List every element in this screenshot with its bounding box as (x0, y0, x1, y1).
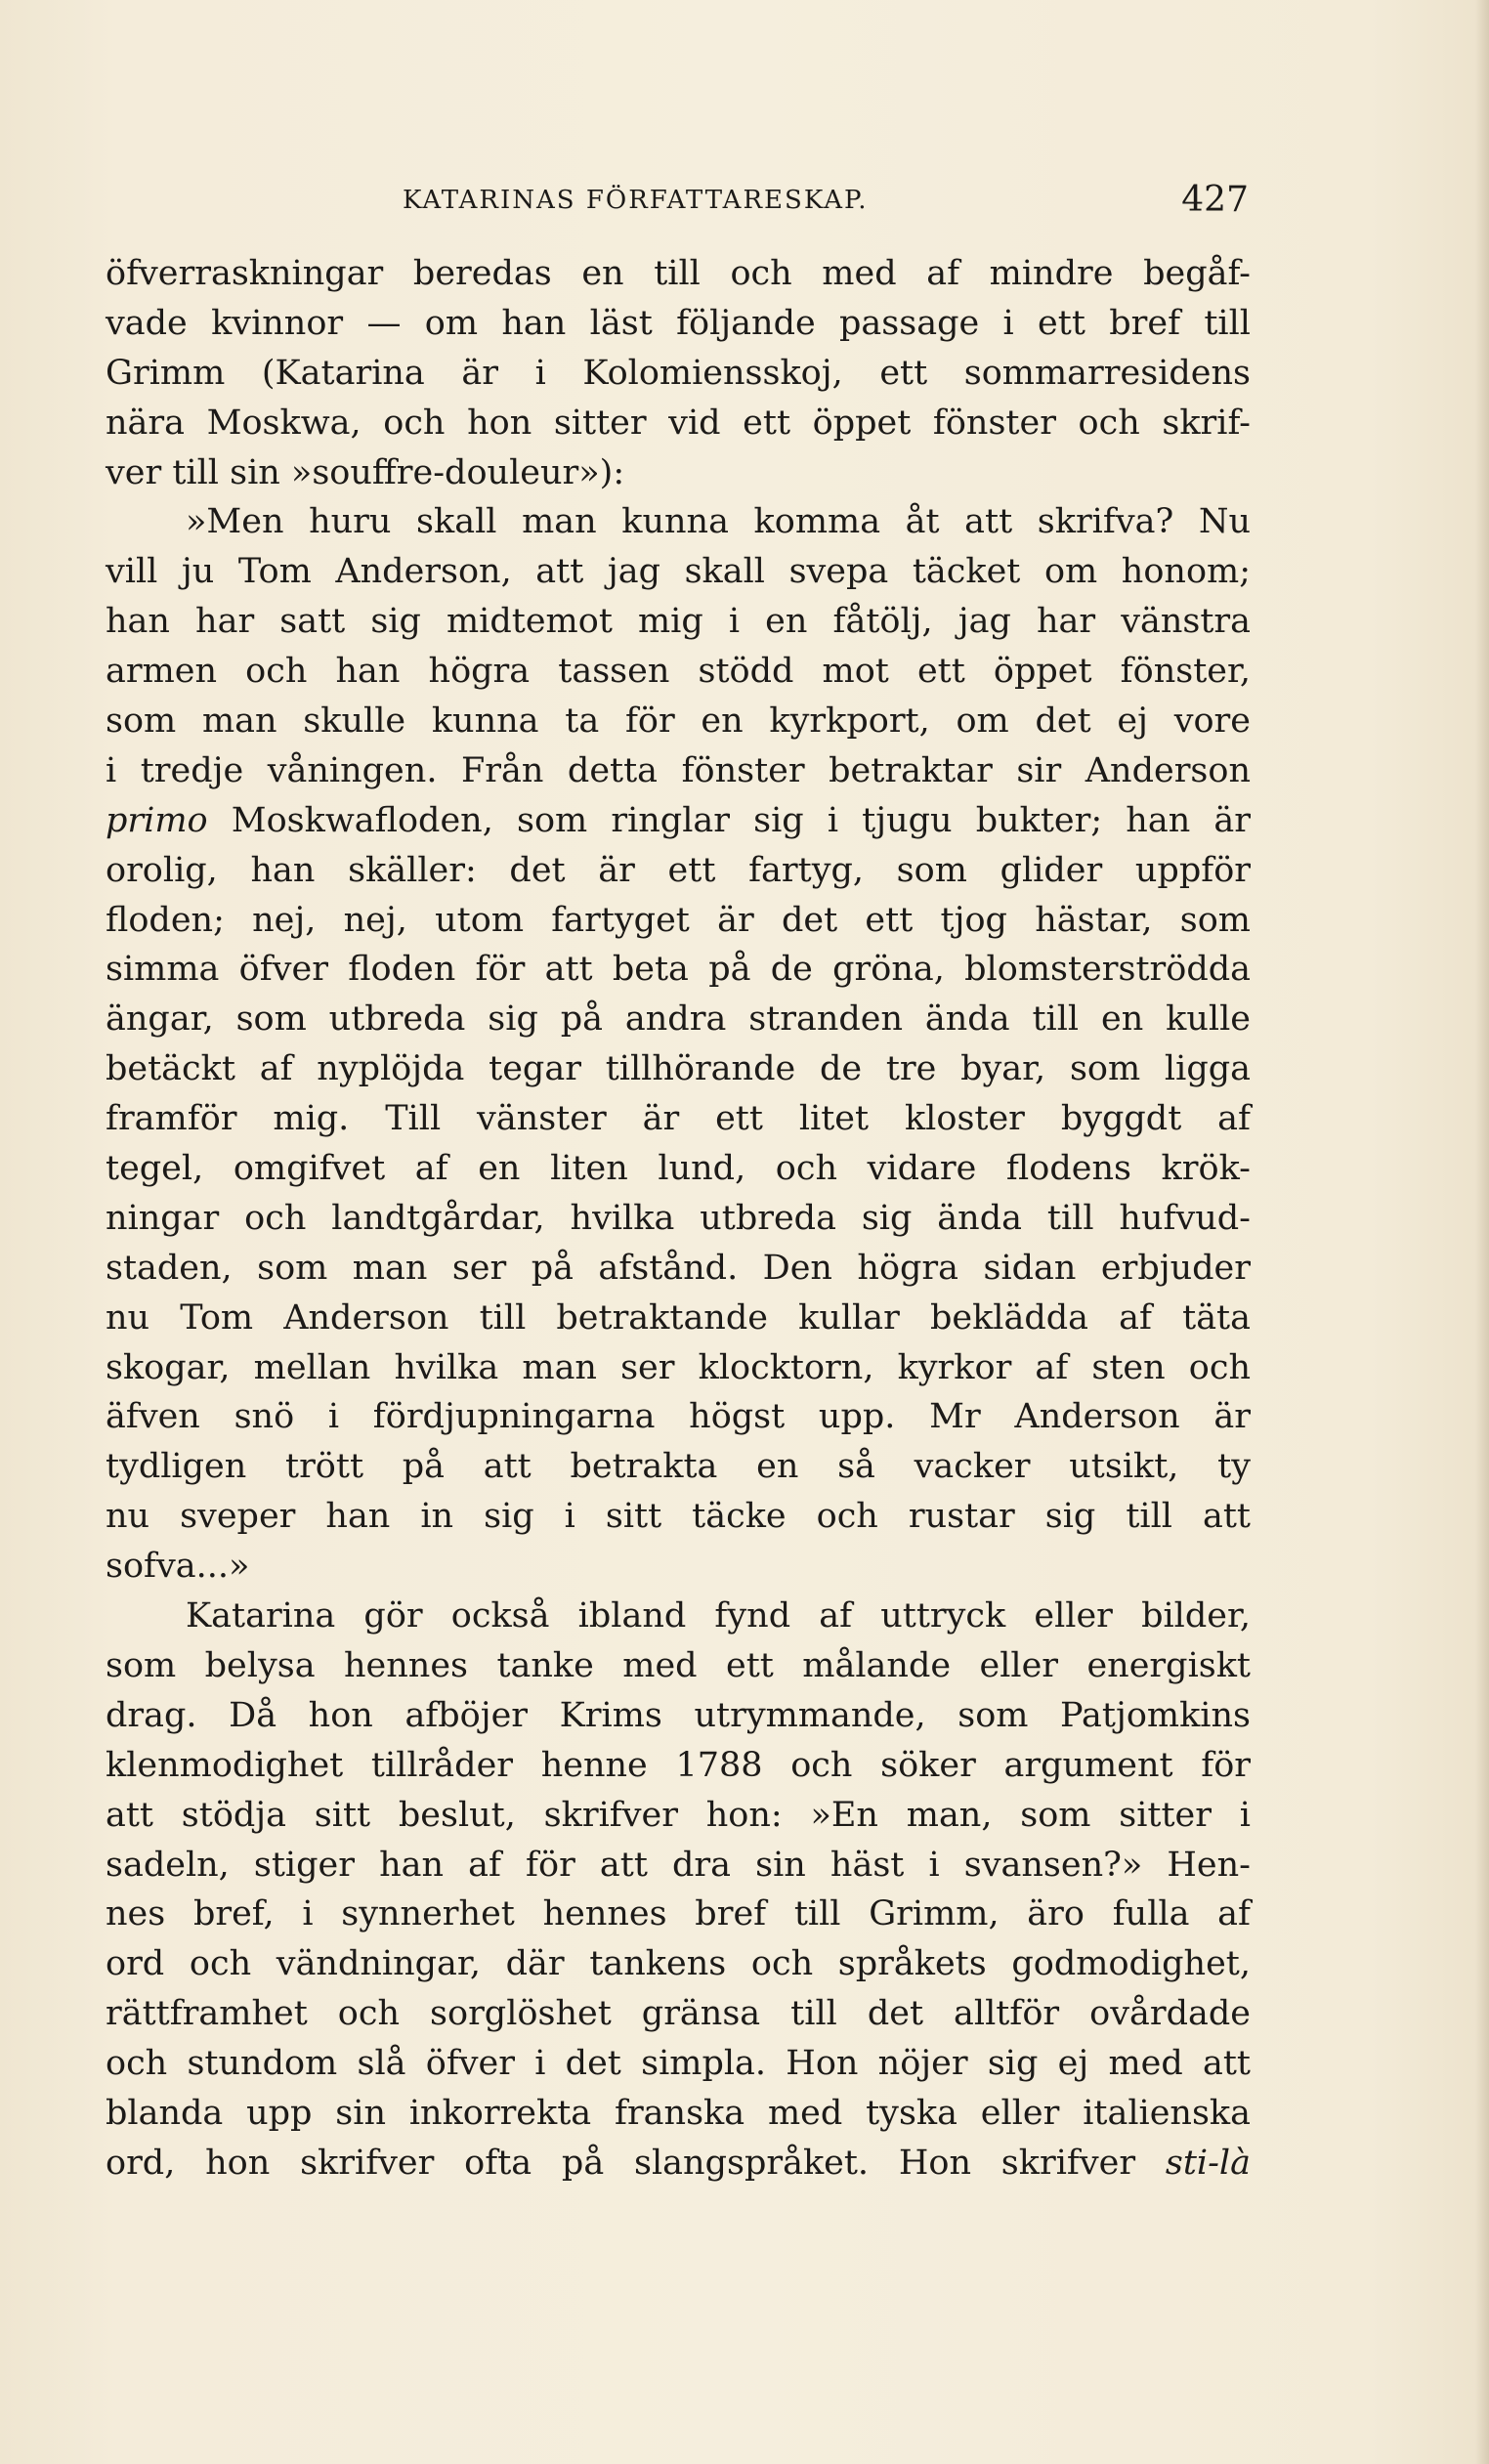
text-line: Grimm (Katarina är i Kolomiensskoj, ett sommarresidens (106, 353, 1251, 393)
text-line: Katarina gör också ibland fynd af uttryck eller bilder, (186, 1596, 1251, 1636)
text-line: staden, som man ser på afstånd. Den högra sidan erbjuder (106, 1248, 1251, 1288)
text-line: nära Moskwa, och hon sitter vid ett öppet fönster och skrif- (106, 403, 1251, 443)
page-edge-shadow (1475, 0, 1489, 2464)
text-line: orolig, han skäller: det är ett fartyg, som glider uppför (106, 850, 1251, 890)
text-line: framför mig. Till vänster är ett litet kloster byggdt af (106, 1099, 1251, 1139)
text-line: sofva...» (106, 1547, 250, 1587)
text-line: sadeln, stiger han af för att dra sin häst i svansen?» Hen- (106, 1845, 1251, 1885)
line-start: ord, hon skrifver ofta på slangspråket. Hon skrifver (106, 2143, 1136, 2183)
text-line: simma öfver floden för att beta på de gröna, blomsterströdda (106, 950, 1251, 990)
text-line (106, 2139, 1251, 2188)
text-line (106, 796, 1251, 846)
italic-word: primo (106, 800, 208, 840)
text-line: nu sveper han in sig i sitt täcke och rustar sig till att (106, 1497, 1251, 1537)
text-line: nes bref, i synnerhet hennes bref till Grimm, äro fulla af (106, 1894, 1251, 1934)
text-line: klenmodighet tillråder henne 1788 och söker argument för (106, 1745, 1251, 1785)
text-line: floden; nej, nej, utom fartyget är det ett tjog hästar, som (106, 900, 1251, 940)
text-line: skogar, mellan hvilka man ser klocktorn, kyrkor af sten och (106, 1347, 1251, 1387)
page-header (109, 180, 1249, 225)
text-line: drag. Då hon afböjer Krims utrymmande, som Patjomkins (106, 1695, 1251, 1735)
text-line: tegel, omgifvet af en liten lund, och vidare flodens krök- (106, 1149, 1251, 1189)
text-line: vill ju Tom Anderson, att jag skall svepa täcket om honom; (106, 552, 1251, 592)
text-line: vade kvinnor — om han läst följande passage i ett bref till (106, 303, 1251, 343)
text-line: nu Tom Anderson till betraktande kullar beklädda af täta (106, 1297, 1251, 1338)
text-line: »Men huru skall man kunna komma åt att skrifva? Nu (186, 502, 1251, 542)
body-text (106, 249, 1251, 2188)
text-line: öfverraskningar beredas en till och med af mindre begåf- (106, 254, 1251, 293)
text-line: och stundom slå öfver i det simpla. Hon nöjer sig ej med att (106, 2044, 1251, 2084)
text-line: betäckt af nyplöjda tegar tillhörande de tre byar, som ligga (106, 1049, 1251, 1089)
text-line: blanda upp sin inkorrekta franska med tyska eller italienska (106, 2093, 1251, 2133)
text-line: att stödja sitt beslut, skrifver hon: »En man, som sitter i (106, 1795, 1251, 1835)
text-line: som belysa hennes tanke med ett målande eller energiskt (106, 1645, 1251, 1685)
text-line: ver till sin »souffre-douleur»): (106, 452, 625, 492)
text-line: ord och vändningar, där tankens och språkets godmodighet, (106, 1944, 1251, 1984)
text-line: ängar, som utbreda sig på andra stranden ända till en kulle (106, 999, 1251, 1040)
italic-word: sti-là (1165, 2143, 1251, 2183)
text-line: som man skulle kunna ta för en kyrkport, om det ej vore (106, 701, 1251, 742)
text-line: armen och han högra tassen stödd mot ett öppet fönster, (106, 652, 1251, 692)
text-line: äfven snö i fördjupningarna högst upp. Mr Anderson är (106, 1397, 1251, 1437)
text-line: han har satt sig midtemot mig i en fåtölj, jag har vänstra (106, 602, 1251, 642)
line-rest: Moskwafloden, som ringlar sig i tjugu bukter; han är (231, 800, 1251, 840)
text-line: i tredje våningen. Från detta fönster betraktar sir Anderson (106, 750, 1251, 790)
text-line: ningar och landtgårdar, hvilka utbreda sig ända till hufvud- (106, 1198, 1251, 1238)
text-line: tydligen trött på att betrakta en så vacker utsikt, ty (106, 1447, 1251, 1487)
text-line: rättframhet och sorglöshet gränsa till det alltför ovårdade (106, 1994, 1251, 2034)
running-title: KATARINAS FÖRFATTARESKAP. (403, 186, 869, 215)
page-number: 427 (1181, 180, 1249, 220)
